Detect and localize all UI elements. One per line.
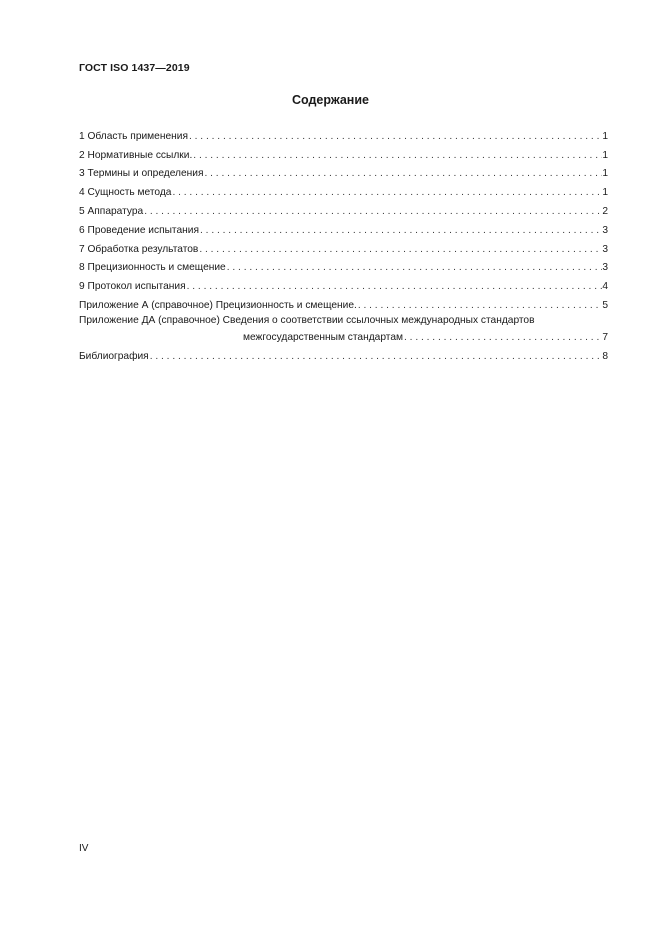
toc-dot-leader bbox=[227, 262, 603, 273]
toc-dot-leader bbox=[200, 225, 602, 236]
toc-entry-label: Приложение ДА (справочное) Сведения о соответствии ссылочных международных стандартов bbox=[79, 314, 535, 326]
toc-entry-label: 8 Прецизионность и смещение bbox=[79, 262, 226, 274]
toc-entry-page: 2 bbox=[602, 205, 608, 217]
toc-entry[interactable] bbox=[79, 217, 608, 236]
toc-entry-page: 4 bbox=[602, 281, 608, 293]
toc-dot-leader bbox=[358, 300, 603, 311]
toc-dot-leader bbox=[189, 131, 602, 142]
toc-entry-label: 7 Обработка результатов bbox=[79, 243, 199, 255]
toc-entry-page: 3 bbox=[602, 243, 608, 255]
toc-entry-page: 1 bbox=[602, 130, 608, 142]
toc-entry-label: 3 Термины и определения bbox=[79, 168, 204, 180]
toc-entry-label: 5 Аппаратура bbox=[79, 205, 144, 217]
toc-dot-leader bbox=[193, 150, 602, 161]
toc-entry-label: Библиография bbox=[79, 350, 149, 362]
toc-dot-leader bbox=[187, 281, 603, 292]
toc-dot-leader bbox=[144, 206, 602, 217]
toc-entry[interactable] bbox=[79, 236, 608, 255]
toc-entry-label: 9 Протокол испытания bbox=[79, 281, 186, 293]
toc-entry-label: Приложение А (справочное) Прецизионность и смещение. bbox=[79, 299, 357, 311]
document-header: ГОСТ ISO 1437—2019 bbox=[79, 62, 190, 74]
toc-entry-label: 2 Нормативные ссылки. bbox=[79, 149, 193, 161]
toc-entry-label: 6 Проведение испытания bbox=[79, 224, 199, 236]
toc-entry-page: 1 bbox=[602, 187, 608, 199]
toc-entry-label: 4 Сущность метода bbox=[79, 187, 172, 199]
toc-entry-page: 5 bbox=[602, 299, 608, 311]
page-number: IV bbox=[79, 843, 89, 854]
toc-entry[interactable] bbox=[79, 123, 608, 142]
toc-entry-page: 8 bbox=[602, 350, 608, 362]
toc-title: Содержание bbox=[291, 93, 369, 107]
toc-entry-label: 1 Область применения bbox=[79, 130, 188, 142]
toc-entry[interactable] bbox=[79, 273, 608, 292]
toc-entry[interactable] bbox=[79, 255, 608, 274]
toc-entry-annex-da[interactable] bbox=[79, 311, 608, 343]
toc-dot-leader bbox=[204, 168, 602, 179]
toc-entry-bibliography[interactable] bbox=[79, 343, 608, 362]
table-of-contents bbox=[79, 123, 608, 362]
toc-entry-page: 1 bbox=[602, 168, 608, 180]
toc-dot-leader bbox=[172, 187, 602, 198]
toc-entry[interactable] bbox=[79, 179, 608, 198]
toc-entry-page: 1 bbox=[602, 149, 608, 161]
toc-dot-leader bbox=[404, 332, 602, 343]
toc-dot-leader bbox=[199, 244, 602, 255]
toc-entry[interactable] bbox=[79, 198, 608, 217]
toc-entry[interactable] bbox=[79, 142, 608, 161]
toc-entry-label-continued: межгосударственным стандартам bbox=[243, 331, 403, 343]
toc-entry[interactable] bbox=[79, 292, 608, 311]
toc-entry-page: 7 bbox=[602, 331, 608, 343]
toc-entry[interactable] bbox=[79, 161, 608, 180]
toc-entry-page: 3 bbox=[602, 224, 608, 236]
toc-dot-leader bbox=[150, 351, 603, 362]
toc-entry-page: 3 bbox=[602, 262, 608, 274]
